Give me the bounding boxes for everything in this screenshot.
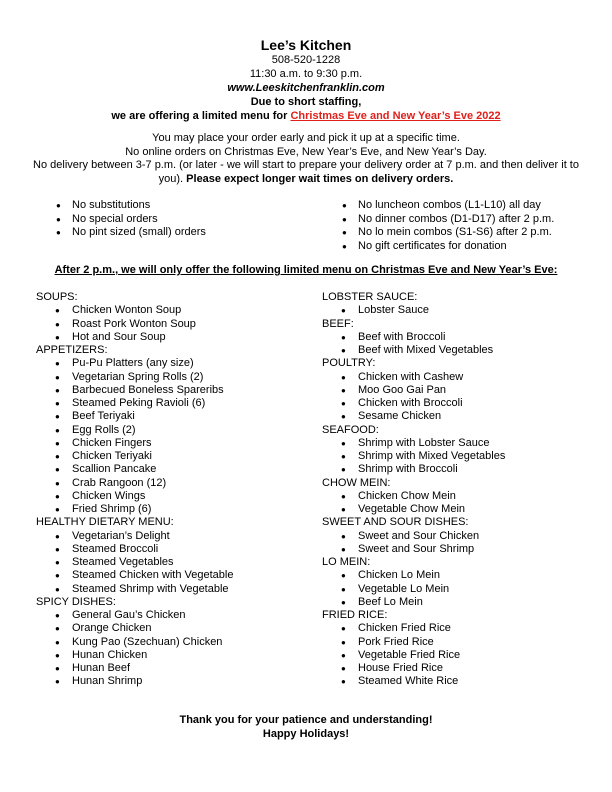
rule-item: ● No special orders [56, 213, 206, 227]
menu-item: ● Steamed Shrimp with Vegetable [36, 583, 233, 596]
menu-item: ● Steamed Peking Ravioli (6) [36, 397, 233, 410]
menu-item: ● Sweet and Sour Chicken [322, 530, 505, 543]
menu-item: ● Sweet and Sour Shrimp [322, 543, 505, 556]
menu-item: ● Pu-Pu Platters (any size) [36, 357, 233, 370]
menu-item: ● Beef Teriyaki [36, 410, 233, 423]
rules-right [342, 199, 554, 253]
menu-item: ● Chicken Lo Mein [322, 569, 505, 582]
menu-item: ● Shrimp with Lobster Sauce [322, 437, 505, 450]
menu-category-heading: BEEF: [322, 317, 354, 330]
menu-item: ● Scallion Pancake [36, 463, 233, 476]
intro-line-pickup: You may place your order early and pick it up at a specific time. [152, 132, 460, 144]
header-block [0, 53, 612, 123]
rules-left [56, 199, 206, 240]
menu-item: ● Sesame Chicken [322, 410, 505, 423]
menu-item: ● Barbecued Boneless Spareribs [36, 384, 233, 397]
menu-category-heading: SEAFOOD: [322, 423, 379, 436]
happy-holidays-text: Happy Holidays! [262, 727, 350, 740]
menu-right-column [322, 291, 505, 689]
intro-line-delivery [30, 159, 582, 186]
rule-item: ● No luncheon combos (L1-L10) all day [342, 199, 554, 213]
menu-item: ● Hunan Beef [36, 662, 233, 675]
menu-category-heading: CHOW MEIN: [322, 476, 391, 489]
menu-item: ● Shrimp with Mixed Vegetables [322, 450, 505, 463]
menu-item: ● Beef with Mixed Vegetables [322, 344, 505, 357]
rule-item: ● No substitutions [56, 199, 206, 213]
menu-item: ● General Gau’s Chicken [36, 609, 233, 622]
menu-item: ● Crab Rangoon (12) [36, 477, 233, 490]
limited-menu-line [0, 109, 612, 123]
menu-category-heading: SWEET AND SOUR DISHES: [322, 516, 469, 529]
intro-delivery-text: No delivery between 3-7 p.m. (or later - we will start to prepare your delivery order at 7 p.m. and then deliver it to you). [33, 159, 579, 185]
menu-item: ● Shrimp with Broccoli [322, 463, 505, 476]
menu-item: ● Beef with Broccoli [322, 331, 505, 344]
phone-number: 508-520-1228 [271, 54, 341, 66]
menu-item: ● Vegetarian’s Delight [36, 530, 233, 543]
menu-category-heading: LO MEIN: [322, 556, 371, 568]
menu-item: ● Steamed Broccoli [36, 543, 233, 556]
rule-item: ● No pint sized (small) orders [56, 226, 206, 240]
menu-item: ● Chicken with Cashew [322, 371, 505, 384]
menu-item: ● Lobster Sauce [322, 304, 505, 317]
menu-item: ● Roast Pork Wonton Soup [36, 318, 233, 331]
intro-delivery-warning: Please expect longer wait times on delivery orders. [186, 172, 454, 185]
rule-item: ● No lo mein combos (S1-S6) after 2 p.m. [342, 226, 554, 240]
menu-category-heading: POULTRY: [322, 357, 376, 370]
menu-category-heading: FRIED RICE: [322, 609, 388, 621]
website-link[interactable]: www.Leeskitchenfranklin.com [227, 82, 385, 94]
menu-item: ● House Fried Rice [322, 662, 505, 675]
menu-item: ● Kung Pao (Szechuan) Chicken [36, 636, 233, 649]
menu-item: ● Orange Chicken [36, 622, 233, 635]
menu-item: ● Chicken Fried Rice [322, 622, 505, 635]
menu-item: ● Chicken Teriyaki [36, 450, 233, 463]
intro-block [30, 132, 582, 186]
rule-item: ● No dinner combos (D1-D17) after 2 p.m. [342, 213, 554, 227]
menu-item: ● Steamed Chicken with Vegetable [36, 569, 233, 582]
menu-item: ● Pork Fried Rice [322, 636, 505, 649]
menu-item: ● Hunan Chicken [36, 649, 233, 662]
intro-line-online: No online orders on Christmas Eve, New Year’s Eve, and New Year’s Day. [125, 145, 487, 158]
menu-left-column [36, 291, 233, 689]
menu-item: ● Chicken Wings [36, 490, 233, 503]
menu-item: ● Beef Lo Mein [322, 596, 505, 609]
staffing-notice: Due to short staffing, [250, 96, 362, 108]
menu-item: ● Chicken Wonton Soup [36, 304, 233, 317]
menu-item: ● Egg Rolls (2) [36, 424, 233, 437]
menu-category-heading: APPETIZERS: [36, 344, 108, 356]
thank-you-text: Thank you for your patience and understanding! [179, 714, 433, 726]
menu-item: ● Steamed White Rice [322, 675, 505, 688]
rule-item: ● No gift certificates for donation [342, 240, 554, 254]
menu-category-heading: SPICY DISHES: [36, 595, 116, 608]
menu-item: ● Steamed Vegetables [36, 556, 233, 569]
footer [0, 714, 612, 741]
menu-item: ● Moo Goo Gai Pan [322, 384, 505, 397]
menu-item: ● Hot and Sour Soup [36, 331, 233, 344]
menu-category-heading: HEALTHY DIETARY MENU: [36, 516, 174, 529]
limited-menu-dates: Christmas Eve and New Year’s Eve 2022 [290, 110, 501, 122]
menu-item: ● Chicken Fingers [36, 437, 233, 450]
menu-item: ● Vegetable Lo Mein [322, 583, 505, 596]
menu-item: ● Chicken Chow Mein [322, 490, 505, 503]
menu-item: ● Vegetarian Spring Rolls (2) [36, 371, 233, 384]
menu-category-heading: LOBSTER SAUCE: [322, 291, 418, 303]
menu-item: ● Vegetable Chow Mein [322, 503, 505, 516]
menu-item: ● Chicken with Broccoli [322, 397, 505, 410]
business-hours: 11:30 a.m. to 9:30 p.m. [249, 68, 363, 80]
menu-item: ● Vegetable Fried Rice [322, 649, 505, 662]
limited-menu-notice: After 2 p.m., we will only offer the following limited menu on Christmas Eve and New Year’s Eve: [54, 264, 558, 276]
menu-item: ● Fried Shrimp (6) [36, 503, 233, 516]
menu-category-heading: SOUPS: [36, 291, 78, 303]
restaurant-title: Lee’s Kitchen [260, 37, 352, 53]
menu-item: ● Hunan Shrimp [36, 675, 233, 688]
limited-menu-prefix: we are offering a limited menu for [111, 110, 291, 122]
